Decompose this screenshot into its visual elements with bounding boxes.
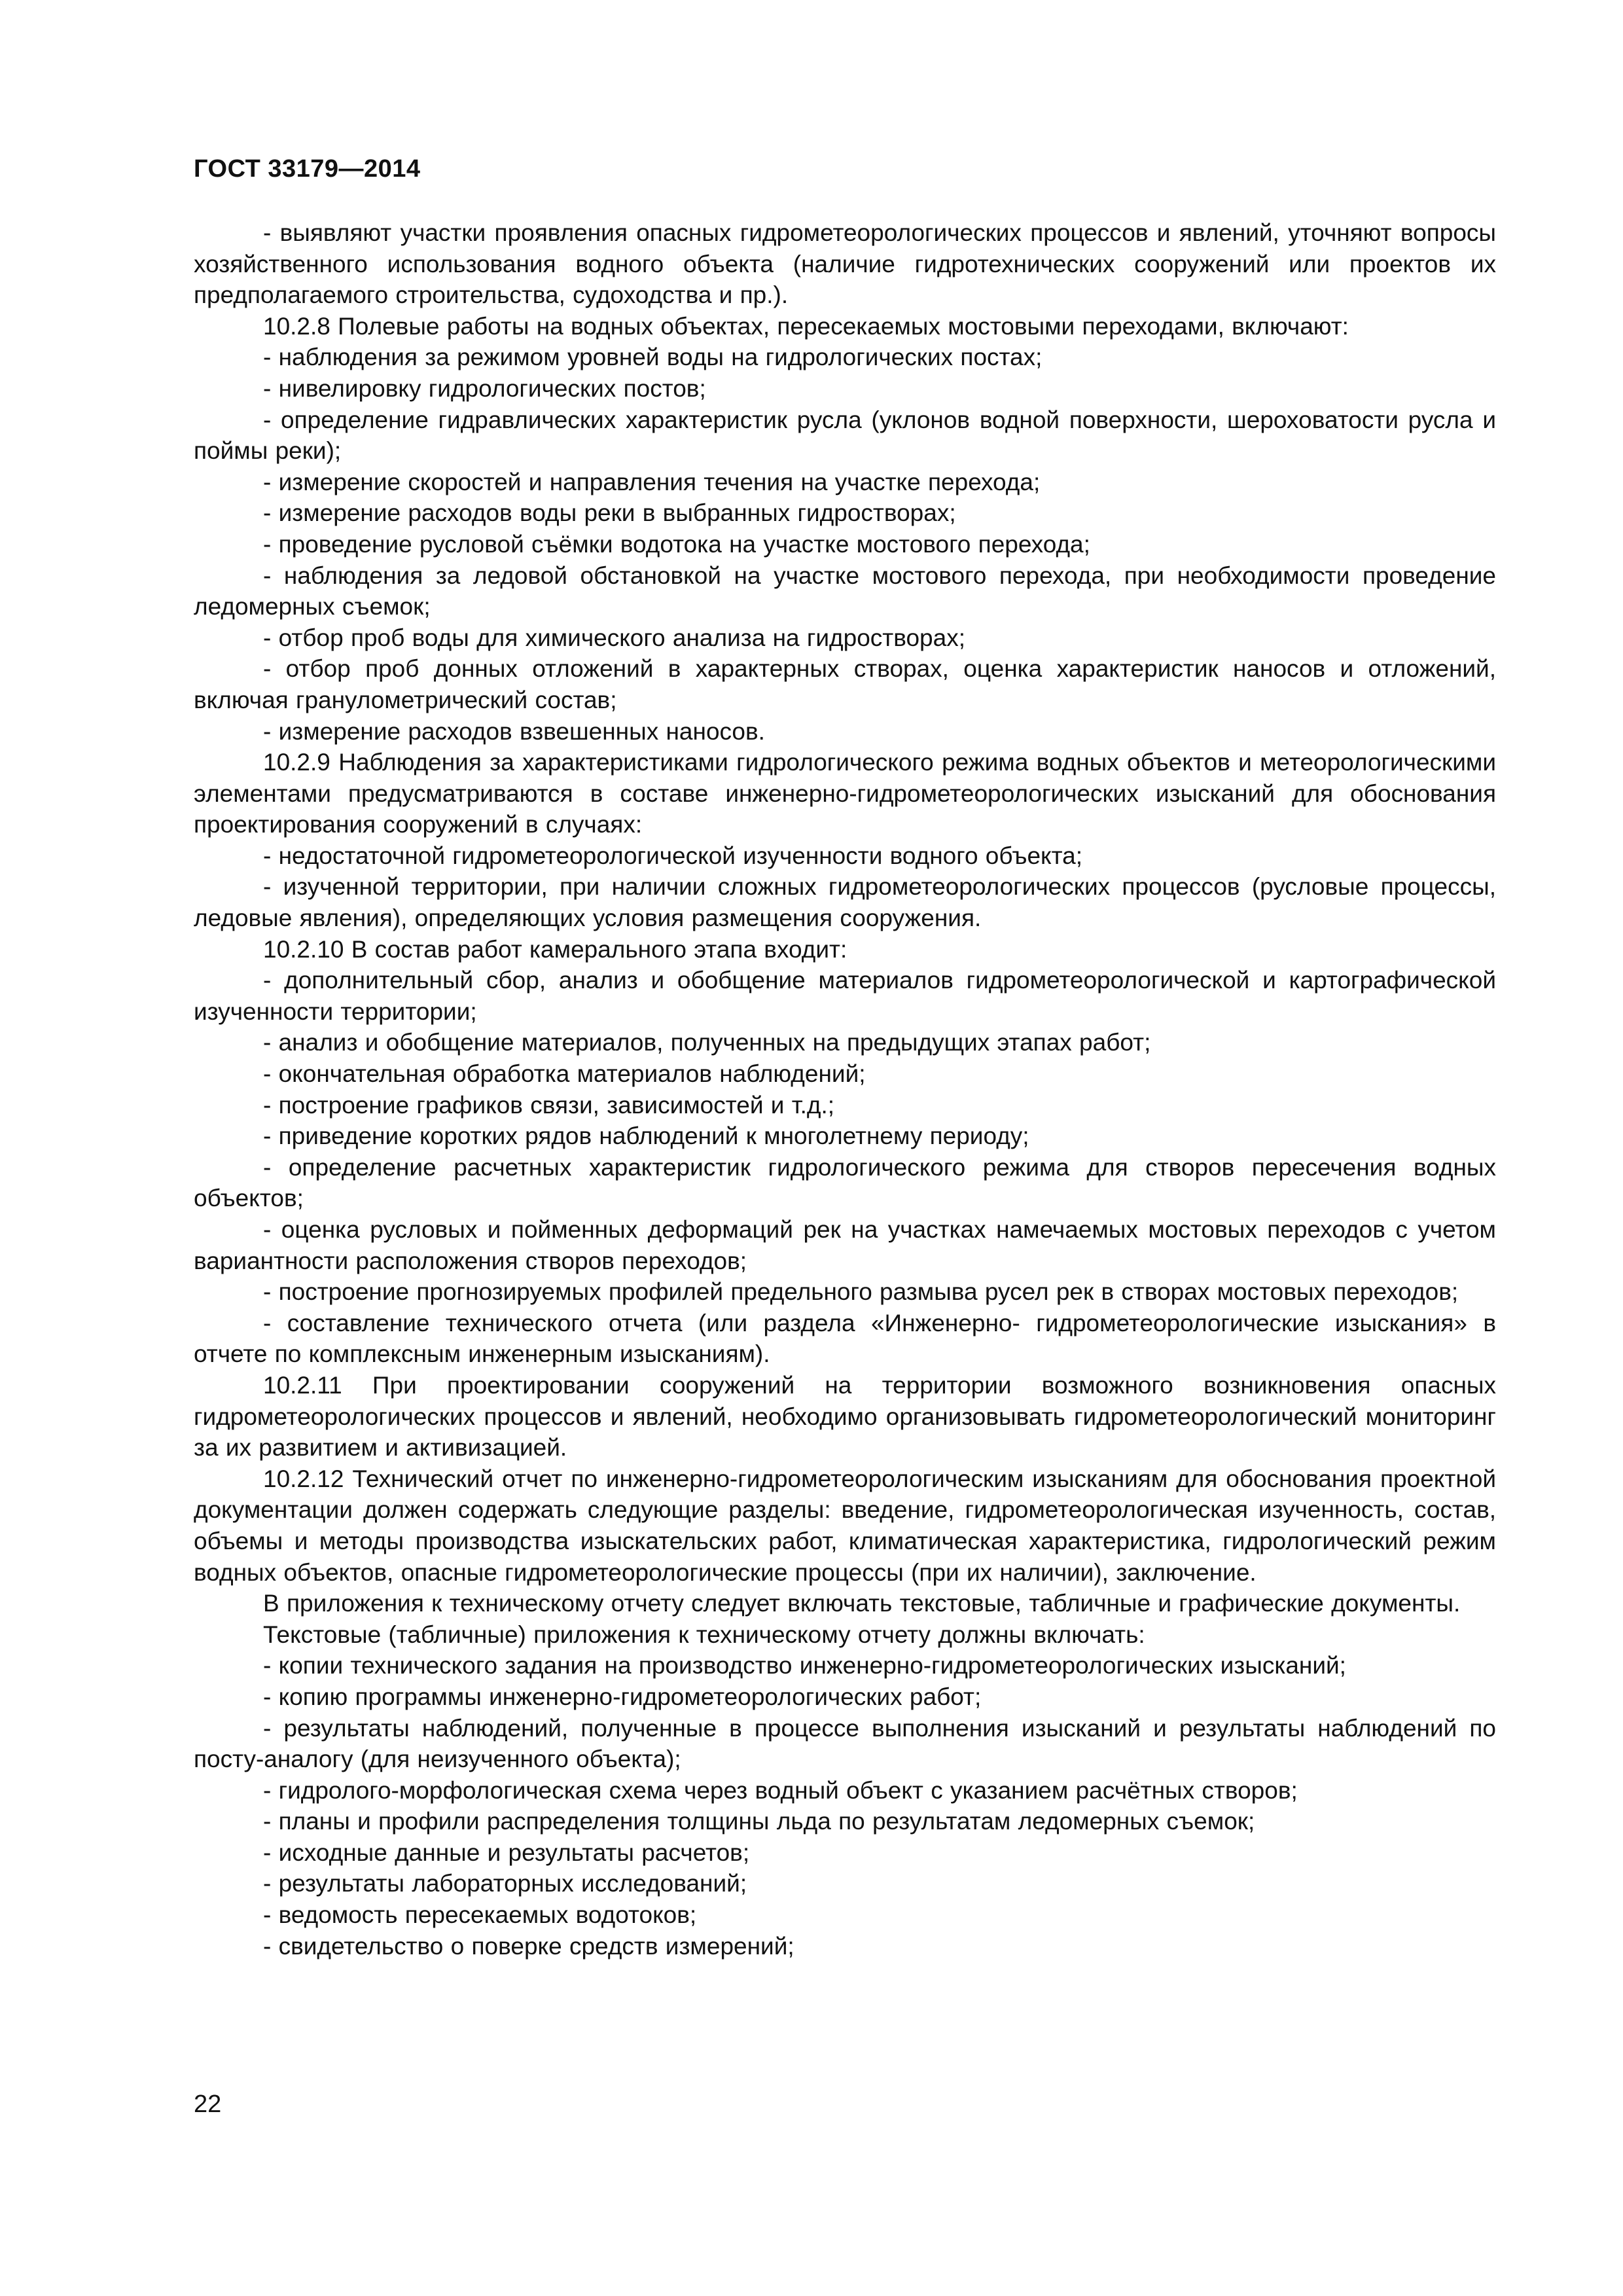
paragraph: - исходные данные и результаты расчетов;: [263, 1839, 750, 1866]
paragraph: - составление технического отчета (или раздела «Инженерно- гидрометеорологические изыскания» в отчете по комплексным инженерным изысканиям).: [194, 1309, 1496, 1368]
paragraph: - ведомость пересекаемых водотоков;: [263, 1901, 697, 1929]
paragraph: 10.2.10 В состав работ камерального этапа входит:: [263, 935, 847, 963]
paragraph: 10.2.11 При проектировании сооружений на территории возможного возникновения опасных гидрометеорологических процессов и явлений, необходимо организовывать гидрометеорологический мониторинг за их развитием и активизацией.: [194, 1371, 1496, 1462]
paragraph: - гидролого-морфологическая схема через водный объект с указанием расчётных створов;: [263, 1776, 1298, 1804]
paragraph: - выявляют участки проявления опасных гидрометеорологических процессов и явлений, уточняют вопросы хозяйственного использования водного объекта (наличие гидротехнических сооружений или проектов их предполагаемого строительства, судоходства и пр.).: [194, 219, 1496, 309]
paragraph: - измерение расходов воды реки в выбранных гидростворах;: [263, 499, 956, 527]
paragraph: - планы и профили распределения толщины льда по результатам ледомерных съемок;: [263, 1808, 1255, 1835]
paragraph: Текстовые (табличные) приложения к техническому отчету должны включать:: [263, 1621, 1145, 1648]
paragraph: 10.2.8 Полевые работы на водных объектах, пересекаемых мостовыми переходами, включают:: [263, 312, 1349, 340]
paragraph: - результаты наблюдений, полученные в процессе выполнения изысканий и результаты наблюдений по посту-аналогу (для неизученного объекта);: [194, 1714, 1496, 1773]
document-body: [194, 217, 1496, 1962]
paragraph: - недостаточной гидрометеорологической изученности водного объекта;: [263, 842, 1083, 869]
paragraph: - свидетельство о поверке средств измерений;: [263, 1932, 794, 1960]
paragraph: - наблюдения за ледовой обстановкой на участке мостового перехода, при необходимости проведение ледомерных съемок;: [194, 562, 1496, 620]
paragraph: - изученной территории, при наличии сложных гидрометеорологических процессов (русловые процессы, ледовые явления), определяющих условия размещения сооружения.: [194, 873, 1496, 932]
paragraph: В приложения к техническому отчету следует включать текстовые, табличные и графические документы.: [263, 1590, 1461, 1617]
paragraph: - отбор проб донных отложений в характерных створах, оценка характеристик наносов и отложений, включая гранулометрический состав;: [194, 655, 1496, 713]
page-number: 22: [194, 2090, 222, 2118]
paragraph: - дополнительный сбор, анализ и обобщение материалов гидрометеорологической и картографической изученности территории;: [194, 967, 1496, 1025]
paragraph: - наблюдения за режимом уровней воды на гидрологических постах;: [263, 344, 1043, 371]
paragraph: - копию программы инженерно-гидрометеорологических работ;: [263, 1683, 982, 1710]
paragraph: 10.2.9 Наблюдения за характеристиками гидрологического режима водных объектов и метеорологическими элементами предусматриваются в составе инженерно-гидрометеорологических изысканий для обоснования проектирования сооружений в случаях:: [194, 749, 1496, 838]
document-code-header: ГОСТ 33179—2014: [194, 155, 421, 183]
paragraph: - определение расчетных характеристик гидрологического режима для створов пересечения водных объектов;: [194, 1153, 1496, 1212]
paragraph: - окончательная обработка материалов наблюдений;: [263, 1060, 866, 1088]
paragraph: - отбор проб воды для химического анализа на гидростворах;: [263, 624, 965, 651]
paragraph: - нивелировку гидрологических постов;: [263, 374, 706, 402]
paragraph: - построение прогнозируемых профилей предельного размыва русел рек в створах мостовых переходов;: [263, 1278, 1459, 1306]
paragraph: - измерение расходов взвешенных наносов.: [263, 717, 765, 745]
paragraph: 10.2.12 Технический отчет по инженерно-гидрометеорологическим изысканиям для обоснования проектной документации должен содержать следующие разделы: введение, гидрометеорологическая изученность, состав, объемы и методы производства изыскательских работ, климатическая характеристика, гидрологический режим водных объектов, опасные гидрометеорологические процессы (при их наличии), заключение.: [194, 1465, 1496, 1586]
paragraph: - определение гидравлических характеристик русла (уклонов водной поверхности, шероховатости русла и поймы реки);: [194, 406, 1496, 465]
paragraph: - построение графиков связи, зависимостей и т.д.;: [263, 1091, 835, 1119]
paragraph: - оценка русловых и пойменных деформаций рек на участках намечаемых мостовых переходов с учетом вариантности расположения створов переходов;: [194, 1216, 1496, 1274]
paragraph: - анализ и обобщение материалов, полученных на предыдущих этапах работ;: [263, 1029, 1151, 1056]
paragraph: - копии технического задания на производство инженерно-гидрометеорологических изысканий;: [263, 1652, 1346, 1679]
paragraph: - измерение скоростей и направления течения на участке перехода;: [263, 468, 1041, 495]
paragraph: - проведение русловой съёмки водотока на участке мостового перехода;: [263, 530, 1090, 558]
paragraph: - результаты лабораторных исследований;: [263, 1870, 747, 1897]
paragraph: - приведение коротких рядов наблюдений к многолетнему периоду;: [263, 1122, 1029, 1150]
